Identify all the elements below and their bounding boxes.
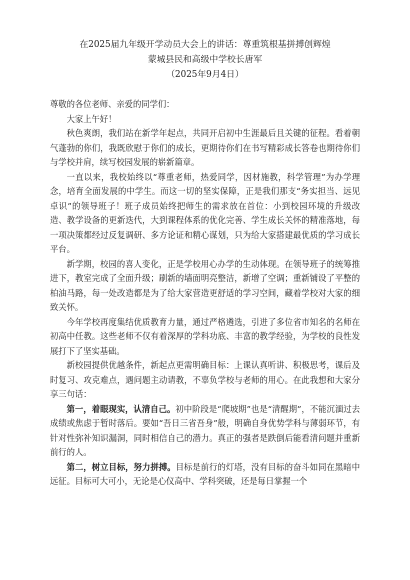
- body-paragraph: 今年学校再度集结优质教育力量，通过严格遴选，引进了多位省市知名的名师在初高中任教。这些老师不仅有着深厚的学科功底、丰富的教学经验，为学校的良性发展打下了坚实基础。: [50, 316, 360, 356]
- body-paragraph: 一直以来，我校始终以“尊重老师，热爱同学，因材施教，科学管理”为办学理念，培育全面发展的中学生。而这一切的坚实保障，正是我们那支“务实担当、远见卓识”的领导班子！班子成员始终把师生的需求放在首位：小到校园环境的升级改造、教学设备的更新迭代，大到课程体系的优化完善、学生成长关怀的精准落地，每一项决策都经过反复调研、多方论证和精心谋划，只为给大家搭建最优质的学习成长平台。: [50, 171, 360, 254]
- speaker-line: 蒙城县民和高级中学校长唐军: [147, 55, 263, 65]
- title-block: [50, 38, 360, 83]
- speech-date: （2025年9月4日）: [166, 70, 244, 80]
- point-body: 初中阶段是“爬坡期”也是“清醒期”，不能沉湎过去成绩或焦虑于暂时落后。要如“吾日三省吾身”般，明确自身优势学科与薄弱环节，有针对性弥补知识漏洞，同时相信自己的潜力。真正的强者是跌倒后能看清问题并重新前行的人。: [50, 403, 360, 457]
- body-paragraph: 新校园提供优越条件，新起点更需明确目标：上课认真听讲、积极思考，课后及时复习、攻克难点，遇问题主动请教，不辜负学校与老师的用心。在此我想和大家分享三句话：: [50, 360, 360, 399]
- point-body: 目标是前行的灯塔，没有目标的奋斗如同在黑暗中远征。目标可大可小，无论是心仪高中、学科突破，还是每日掌握一个: [50, 461, 360, 486]
- point-lead: 第二，树立目标，努力拼搏。: [66, 461, 176, 472]
- greeting: 大家上午好！: [66, 113, 117, 124]
- salutation: 尊敬的各位老师、亲爱的同学们：: [50, 99, 175, 109]
- point-paragraph: [50, 402, 360, 460]
- body-paragraph: 新学期，校园的喜人变化，正是学校用心办学的生动体现。在领导班子的统筹推进下，教室完成了全面升级；刷新的墙面明亮整洁，新增了空调；重新铺设了平整的柏油马路，每一处改造都是为了给大家营造更舒适的学习空间，藏着学校对大家的细致关怀。: [50, 258, 360, 312]
- point-lead: 第一，着眼现实，认清自己。: [66, 403, 176, 414]
- point-paragraph: [50, 460, 360, 489]
- body-paragraph: 秋色爽朗，我们站在新学年起点，共同开启初中生涯最后且关键的征程。看着朝气蓬勃的你们，我既欣慰于你们的成长，更期待你们在书写精彩成长答卷也期待你们与学校并肩，续写校园发展的崭新篇章。: [50, 128, 360, 167]
- speech-title: 在2025届九年级开学动员大会上的讲话：尊重筑根基拼搏创辉煌: [79, 40, 331, 50]
